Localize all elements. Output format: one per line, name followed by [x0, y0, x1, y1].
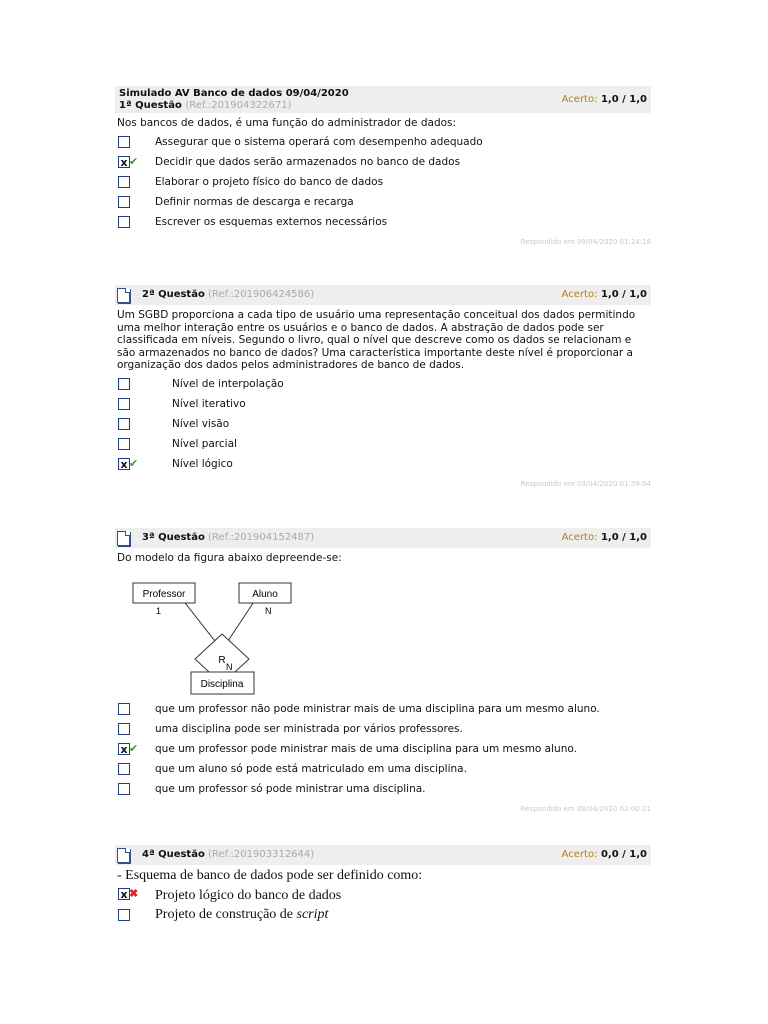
- question-ref: (Ref.:201903312644): [208, 849, 315, 860]
- option-label: Definir normas de descarga e recarga: [155, 195, 354, 208]
- cardinality-aluno: N: [265, 605, 272, 616]
- question-ref: (Ref.:201904322671): [185, 100, 292, 111]
- option-e[interactable]: [115, 216, 651, 236]
- question-2: [115, 285, 651, 488]
- question-1-header: [115, 86, 651, 113]
- option-b[interactable]: [115, 156, 651, 176]
- option-c[interactable]: [115, 743, 651, 763]
- entity-professor-label: Professor: [142, 588, 186, 600]
- checkbox-icon[interactable]: [118, 418, 130, 430]
- score-value: 1,0 / 1,0: [600, 532, 647, 543]
- options-list: [115, 888, 651, 930]
- question-statement: - Esquema de banco de dados pode ser definido como:: [117, 868, 423, 883]
- checkbox-icon[interactable]: [118, 723, 130, 735]
- question-ref: (Ref.:201904152487): [208, 532, 315, 543]
- question-2-header: [115, 285, 651, 305]
- exam-title: [119, 88, 349, 112]
- answered-timestamp: Respondido em 09/04/2020 02:00:21: [520, 804, 651, 813]
- option-e[interactable]: [115, 783, 651, 803]
- score-value: 1,0 / 1,0: [600, 94, 647, 105]
- option-label: que um professor só pode ministrar uma disciplina.: [155, 782, 426, 795]
- question-ref: (Ref.:201906424586): [208, 289, 315, 300]
- option-d[interactable]: [115, 763, 651, 783]
- option-b[interactable]: [115, 398, 651, 418]
- option-a[interactable]: [115, 888, 651, 909]
- options-list: [115, 703, 651, 803]
- checked-box-icon[interactable]: x: [118, 743, 130, 755]
- option-d[interactable]: [115, 196, 651, 216]
- option-a[interactable]: [115, 136, 651, 156]
- option-e[interactable]: [115, 458, 651, 478]
- cardinality-disciplina: N: [226, 661, 233, 672]
- score-label: Acerto:: [561, 289, 598, 300]
- checked-box-icon[interactable]: x: [118, 888, 130, 900]
- green-check-icon: ✔: [129, 154, 139, 168]
- question-number: 3ª Questão: [142, 532, 205, 543]
- option-label: Assegurar que o sistema operará com desempenho adequado: [155, 135, 483, 148]
- question-statement: Do modelo da figura abaixo depreende-se:: [117, 552, 342, 564]
- checkbox-icon[interactable]: [118, 703, 130, 715]
- option-c[interactable]: [115, 176, 651, 196]
- score-value: 0,0 / 1,0: [600, 849, 647, 860]
- option-label: Nível de interpolação: [172, 377, 284, 390]
- entity-disciplina-label: Disciplina: [200, 678, 244, 690]
- checkbox-icon[interactable]: [118, 216, 130, 228]
- score-value: 1,0 / 1,0: [600, 289, 647, 300]
- checkbox-icon[interactable]: [118, 438, 130, 450]
- option-d[interactable]: [115, 438, 651, 458]
- option-label: uma disciplina pode ser ministrada por vários professores.: [155, 722, 463, 735]
- document-icon: [117, 531, 130, 546]
- score-label: Acerto:: [561, 849, 598, 860]
- exam-title-text: Simulado AV Banco de dados 09/04/2020: [119, 88, 349, 99]
- option-label: que um professor pode ministrar mais de uma disciplina para um mesmo aluno.: [155, 742, 577, 755]
- question-statement: Nos bancos de dados, é uma função do administrador de dados:: [117, 117, 457, 129]
- option-a[interactable]: [115, 378, 651, 398]
- checkbox-icon[interactable]: [118, 196, 130, 208]
- checkbox-icon[interactable]: [118, 378, 130, 390]
- checkbox-icon[interactable]: [118, 136, 130, 148]
- question-1: [115, 86, 651, 246]
- score: [562, 532, 647, 544]
- option-label: Decidir que dados serão armazenados no banco de dados: [155, 155, 461, 168]
- option-label: que um aluno só pode está matriculado em uma disciplina.: [155, 762, 467, 775]
- option-b[interactable]: [115, 909, 651, 930]
- relationship-label: R: [218, 654, 226, 666]
- option-label: Nível lógico: [172, 457, 233, 470]
- score: [562, 849, 647, 861]
- checkbox-icon[interactable]: [118, 909, 130, 921]
- document-icon: [117, 848, 130, 863]
- question-statement: Um SGBD proporciona a cada tipo de usuário uma representação conceitual dos dados permitindo uma melhor interação entre os usuários e o banco de dados. A abstração de dados pode ser classificada em níveis. Segundo o livro, qual o nível que descreve como os dados se relacionam e são armazenados no banco de dados? Uma característica importante deste nível é proporcionar a organização dos dados pelos administradores de banco de dados.: [117, 309, 636, 372]
- red-x-icon: ✖: [129, 888, 139, 900]
- score: [562, 289, 647, 301]
- option-label: que um professor não pode ministrar mais de uma disciplina para um mesmo aluno.: [155, 702, 600, 715]
- checkbox-icon[interactable]: [118, 398, 130, 410]
- entity-aluno-label: Aluno: [252, 588, 278, 600]
- score-label: Acerto:: [561, 532, 598, 543]
- option-b[interactable]: [115, 723, 651, 743]
- answered-timestamp: Respondido em 09/04/2020 01:59:04: [520, 479, 651, 488]
- checkbox-icon[interactable]: [118, 176, 130, 188]
- option-label: Nível parcial: [172, 437, 237, 450]
- question-number: 2ª Questão: [142, 289, 205, 300]
- option-a[interactable]: [115, 703, 651, 723]
- score: [562, 94, 647, 106]
- question-4-header: [115, 845, 651, 865]
- document-icon: [117, 288, 130, 303]
- option-label: Nível visão: [172, 417, 230, 430]
- question-4: [115, 845, 651, 930]
- checked-box-icon[interactable]: x: [118, 458, 130, 470]
- option-label: Projeto lógico do banco de dados: [155, 888, 342, 903]
- checkbox-icon[interactable]: [118, 763, 130, 775]
- green-check-icon: ✔: [129, 741, 139, 755]
- option-label: Escrever os esquemas externos necessários: [155, 215, 388, 228]
- er-diagram: [119, 567, 278, 697]
- answered-timestamp: Respondido em 09/04/2020 01:24:18: [520, 237, 651, 246]
- option-c[interactable]: [115, 418, 651, 438]
- question-number: 1ª Questão: [119, 100, 182, 111]
- green-check-icon: ✔: [129, 456, 139, 470]
- checked-box-icon[interactable]: x: [118, 156, 130, 168]
- option-label: Elaborar o projeto físico do banco de dados: [155, 175, 384, 188]
- option-label-italic: script: [296, 907, 329, 922]
- question-3: [115, 528, 651, 813]
- option-label: Nível iterativo: [172, 397, 246, 410]
- cardinality-professor: 1: [156, 605, 162, 616]
- option-label: [155, 907, 328, 923]
- score-label: Acerto:: [561, 94, 598, 105]
- options-list: [115, 378, 651, 478]
- option-label-text: Projeto de construção de: [155, 907, 294, 922]
- checkbox-icon[interactable]: [118, 783, 130, 795]
- options-list: [115, 136, 651, 236]
- question-number: 4ª Questão: [142, 849, 205, 860]
- question-3-header: [115, 528, 651, 548]
